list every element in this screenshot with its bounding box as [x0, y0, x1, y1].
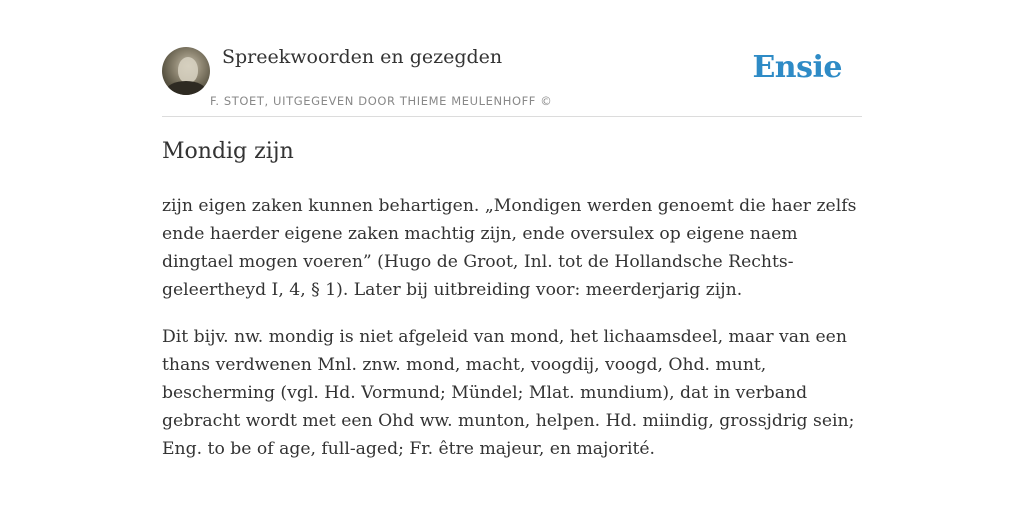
entry-content — [162, 192, 864, 482]
avatar-coat — [166, 81, 206, 95]
author-byline: F. STOET, UITGEGEVEN DOOR THIEME MEULENHOFF © — [210, 94, 553, 108]
ensie-logo[interactable]: Ensie — [752, 50, 842, 85]
book-title-link[interactable]: Spreekwoorden en gezegden — [222, 46, 503, 68]
header — [162, 46, 862, 117]
author-avatar[interactable] — [162, 47, 210, 95]
avatar-face — [178, 57, 198, 83]
entry-paragraph: zijn eigen zaken kunnen behartigen. „Mondigen werden genoemt die haer zelfs ende haerder eigene zaken machtig zijn, ende oversulex op eigene naem dingtael mogen voeren” (Hugo de Groot, Inl. tot de Hollandsche Rechts-geleertheyd I, 4, § 1). Later bij uitbreiding voor: meerderjarig zijn. — [162, 196, 857, 300]
entry-paragraph: Dit bijv. nw. mondig is niet afgeleid van mond, het lichaamsdeel, maar van een thans verdwenen Mnl. znw. mond, macht, voogdij, voogd, Ohd. munt, bescherming (vgl. Hd. Vormund; Mündel; Mlat. mundium), dat in verband gebracht wordt met een Ohd ww. munton, helpen. Hd. miindig, grossjdrig sein; Eng. to be of age, full-aged; Fr. être majeur, en majorité. — [162, 327, 855, 459]
entry-title: Mondig zijn — [162, 139, 294, 164]
